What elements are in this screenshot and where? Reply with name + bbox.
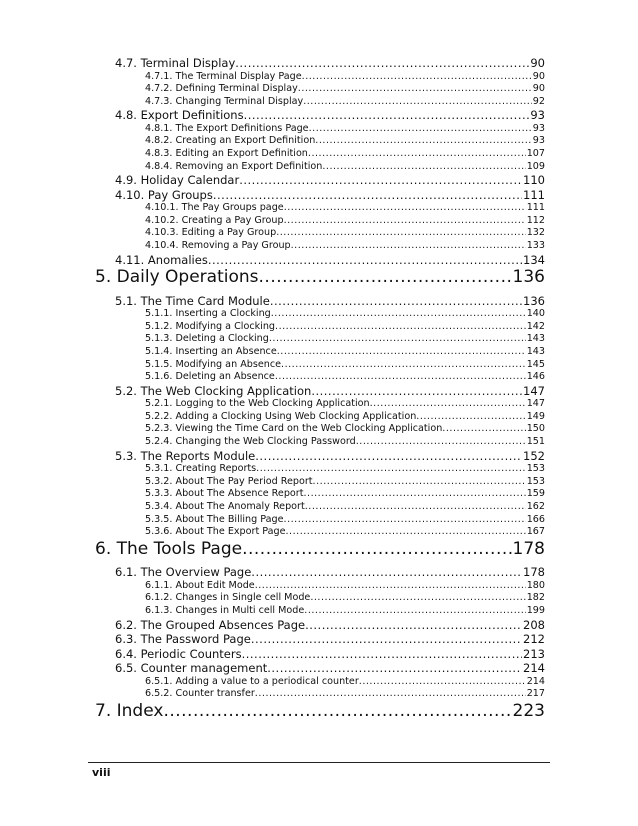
toc-entry-title: 5.1.5. Modifying an Absence: [145, 358, 282, 370]
toc-entry-page: 178: [523, 565, 545, 580]
dot-leader: [281, 359, 526, 370]
toc-subsection[interactable]: [95, 676, 545, 687]
toc-entry-title: 4.10.1. The Pay Groups page: [145, 202, 284, 214]
dot-leader: [275, 321, 526, 332]
toc-entry-title: 5.1. The Time Card Module: [115, 293, 270, 308]
toc-section[interactable]: [95, 661, 545, 675]
dot-leader: [255, 688, 526, 699]
toc-entry-title: 5.1.3. Deleting a Clocking: [145, 333, 269, 345]
toc-entry-page: 147: [523, 383, 545, 398]
dot-leader: [291, 240, 526, 251]
dot-leader: [284, 202, 526, 213]
toc-entry-page: 134: [523, 252, 545, 267]
dot-leader: [302, 71, 532, 82]
toc-subsection[interactable]: [95, 580, 545, 591]
toc-entry-title: 4.8.1. The Export Definitions Page: [145, 122, 309, 134]
dot-leader: [308, 148, 526, 159]
dot-leader: [284, 514, 526, 525]
toc-entry-title: 5.1.1. Inserting a Clocking: [145, 308, 271, 320]
toc-entry-title: 5.1.4. Inserting an Absence: [145, 345, 277, 357]
dot-leader: [276, 227, 526, 238]
toc-entry-page: 109: [526, 160, 545, 172]
toc-subsection[interactable]: [95, 135, 545, 146]
dot-leader: [239, 173, 522, 187]
dot-leader: [315, 135, 531, 146]
toc-entry-title: 6. The Tools Page: [95, 538, 243, 559]
toc-entry-page: 214: [523, 661, 545, 675]
toc-entry-page: 217: [526, 688, 545, 700]
toc-entry-page: 136: [523, 293, 545, 308]
toc-entry-title: 4.8.2. Creating an Export Definition: [145, 135, 316, 147]
dot-leader: [313, 476, 526, 487]
dot-leader: [269, 333, 526, 344]
toc-entry-title: 5. Daily Operations: [95, 267, 259, 288]
dot-leader: [208, 253, 522, 267]
dot-leader: [277, 346, 526, 357]
toc-section[interactable]: [95, 618, 545, 632]
toc-entry-page: 93: [530, 108, 545, 123]
toc-entry-page: 90: [532, 70, 545, 82]
toc-subsection[interactable]: [95, 346, 545, 357]
toc-entry-title: 4.10. Pay Groups: [115, 187, 213, 202]
toc-subsection[interactable]: [95, 411, 545, 422]
toc-entry-page: 110: [523, 173, 545, 188]
toc-entry-title: 5.3.6. About The Export Page: [145, 526, 286, 538]
footer-divider: [88, 762, 550, 763]
dot-leader: [163, 701, 511, 721]
dot-leader: [305, 618, 522, 632]
toc-entry-title: 4.10.4. Removing a Pay Group: [145, 240, 291, 251]
dot-leader: [442, 423, 525, 434]
dot-leader: [259, 267, 512, 287]
dot-leader: [310, 592, 525, 603]
toc-subsection[interactable]: [95, 227, 545, 238]
toc-entry-title: 5.2. The Web Clocking Application: [115, 383, 312, 398]
toc-entry-page: 180: [526, 579, 545, 591]
toc-entry-title: 4.7.2. Defining Terminal Display: [145, 83, 298, 95]
toc-entry-page: 145: [526, 358, 545, 370]
toc-entry-page: 111: [523, 187, 545, 202]
toc-section[interactable]: [95, 647, 545, 661]
toc-entry-page: 153: [526, 463, 545, 475]
toc-entry-page: 92: [532, 95, 545, 107]
toc-entry-page: 150: [526, 423, 545, 435]
toc-subsection[interactable]: [95, 148, 545, 159]
toc-entry-title: 4.7.3. Changing Terminal Display: [145, 95, 304, 107]
toc-entry-page: 208: [523, 617, 545, 632]
toc-entry-title: 6.1.3. Changes in Multi cell Mode: [145, 604, 305, 616]
toc-entry-page: 214: [526, 675, 545, 687]
toc-entry-page: 112: [526, 214, 545, 226]
toc-subsection[interactable]: [95, 308, 545, 319]
toc-entry-page: 199: [526, 604, 545, 616]
toc-entry-page: 136: [512, 267, 545, 288]
toc-entry-title: 4.11. Anomalies: [115, 252, 208, 267]
dot-leader: [416, 411, 525, 422]
toc-entry-title: 5.2.2. Adding a Clocking Using Web Clocking Application: [145, 410, 417, 422]
toc-section[interactable]: [95, 384, 545, 398]
toc-entry-title: 5.1.2. Modifying a Clocking: [145, 320, 276, 332]
toc-entry-page: 132: [526, 227, 545, 239]
toc-entry-title: 7. Index: [95, 700, 164, 721]
toc-entry-page: 212: [523, 632, 545, 646]
toc-entry-title: 6.2. The Grouped Absences Page: [115, 617, 306, 632]
dot-leader: [359, 676, 526, 687]
toc-section[interactable]: [95, 294, 545, 308]
toc-entry-title: 5.3.2. About The Pay Period Report: [145, 475, 313, 487]
toc-entry-title: 6.5.1. Adding a value to a periodical counter: [145, 675, 359, 687]
toc-subsection[interactable]: [95, 161, 545, 172]
toc-subsection[interactable]: [95, 398, 545, 409]
dot-leader: [255, 580, 526, 591]
toc-entry-page: 166: [526, 513, 545, 525]
toc-entry-title: 6.4. Periodic Counters: [115, 646, 242, 661]
dot-leader: [284, 215, 526, 226]
toc-entry-title: 5.2.1. Logging to the Web Clocking Application: [145, 398, 370, 410]
toc-subsection[interactable]: [95, 371, 545, 382]
toc-entry-page: 159: [526, 488, 545, 500]
toc-entry-page: 149: [526, 410, 545, 422]
toc-entry-page: 133: [526, 240, 545, 251]
toc-chapter[interactable]: [95, 701, 545, 721]
toc-entry-title: 4.9. Holiday Calendar: [115, 173, 240, 188]
toc-section[interactable]: [95, 173, 545, 187]
dot-leader: [311, 384, 522, 398]
dot-leader: [322, 161, 525, 172]
toc-entry-page: 143: [526, 333, 545, 345]
toc-section[interactable]: [95, 632, 545, 646]
toc-subsection[interactable]: [95, 526, 545, 537]
toc-entry-title: 6.5.2. Counter transfer: [145, 688, 255, 700]
toc-entry-title: 5.2.3. Viewing the Time Card on the Web Clocking Application: [145, 423, 443, 435]
toc-subsection[interactable]: [95, 71, 545, 82]
toc-entry-page: 153: [526, 475, 545, 487]
toc-subsection[interactable]: [95, 96, 545, 107]
dot-leader: [244, 108, 530, 122]
dot-leader: [303, 488, 525, 499]
toc-subsection[interactable]: [95, 202, 545, 213]
toc-entry-title: 4.7.1. The Terminal Display Page: [145, 70, 302, 82]
dot-leader: [298, 83, 532, 94]
dot-leader: [213, 188, 522, 202]
dot-leader: [370, 398, 526, 409]
toc-entry-title: 6.1.2. Changes in Single cell Mode: [145, 592, 311, 604]
toc-chapter[interactable]: [95, 267, 545, 287]
toc-subsection[interactable]: [95, 592, 545, 603]
toc-entry-title: 4.8. Export Definitions: [115, 108, 244, 123]
toc-entry-page: 213: [523, 646, 545, 661]
dot-leader: [304, 605, 525, 616]
toc-entry-title: 4.7. Terminal Display: [115, 56, 236, 70]
dot-leader: [309, 123, 532, 134]
toc-subsection[interactable]: [95, 83, 545, 94]
dot-leader: [305, 501, 526, 512]
page-number: viii: [92, 766, 111, 779]
dot-leader: [251, 565, 522, 579]
toc-entry-title: 5.3.4. About The Anomaly Report: [145, 500, 305, 512]
toc-entry-title: 6.1.1. About Edit Mode: [145, 579, 255, 591]
toc-subsection[interactable]: [95, 333, 545, 344]
toc-entry-page: 152: [523, 448, 545, 463]
toc-subsection[interactable]: [95, 463, 545, 474]
toc-entry-page: 146: [526, 371, 545, 383]
toc-entry-title: 5.1.6. Deleting an Absence: [145, 371, 275, 383]
toc-entry-page: 140: [526, 308, 545, 320]
toc-section[interactable]: [95, 449, 545, 463]
toc-entry-title: 6.1. The Overview Page: [115, 565, 252, 580]
toc-entry-page: 107: [526, 148, 545, 159]
toc-entry-page: 162: [526, 500, 545, 512]
dot-leader: [242, 647, 522, 661]
toc-entry-title: 6.3. The Password Page: [115, 632, 251, 646]
toc-section[interactable]: [95, 253, 545, 267]
toc-entry-title: 4.8.4. Removing an Export Definition: [145, 160, 323, 172]
toc-chapter[interactable]: [95, 539, 545, 559]
dot-leader: [356, 436, 526, 447]
toc-entry-title: 5.3.1. Creating Reports: [145, 463, 257, 475]
dot-leader: [251, 632, 522, 646]
toc-subsection[interactable]: [95, 514, 545, 525]
toc-subsection[interactable]: [95, 321, 545, 332]
toc-entry-page: 167: [526, 526, 545, 538]
toc-subsection[interactable]: [95, 123, 545, 134]
dot-leader: [303, 96, 532, 107]
toc-entry-page: 151: [526, 436, 545, 447]
toc-entry-page: 142: [526, 320, 545, 332]
toc-entry-page: 111: [526, 202, 545, 214]
toc-entry-page: 182: [526, 592, 545, 604]
dot-leader: [270, 294, 522, 308]
toc-subsection[interactable]: [95, 423, 545, 434]
toc-subsection[interactable]: [95, 436, 545, 447]
toc-section[interactable]: [95, 56, 545, 70]
toc-entry-title: 4.10.2. Creating a Pay Group: [145, 214, 284, 226]
toc-entry-title: 4.8.3. Editing an Export Definition: [145, 148, 308, 159]
dot-leader: [286, 526, 526, 537]
dot-leader: [256, 463, 526, 474]
toc-entry-title: 5.3.5. About The Billing Page: [145, 513, 284, 525]
toc-subsection[interactable]: [95, 359, 545, 370]
toc-subsection[interactable]: [95, 501, 545, 512]
toc-section[interactable]: [95, 188, 545, 202]
toc-entry-title: 6.5. Counter management: [115, 661, 268, 675]
dot-leader: [255, 449, 522, 463]
toc-section[interactable]: [95, 108, 545, 122]
toc-entry-page: 93: [532, 122, 545, 134]
dot-leader: [235, 56, 529, 70]
toc-entry-page: 223: [512, 700, 545, 721]
toc-entry-title: 5.3. The Reports Module: [115, 448, 256, 463]
toc-entry-page: 147: [526, 398, 545, 410]
toc-subsection[interactable]: [95, 488, 545, 499]
toc-entry-title: 4.10.3. Editing a Pay Group: [145, 227, 277, 239]
toc-entry-page: 143: [526, 345, 545, 357]
toc-subsection[interactable]: [95, 476, 545, 487]
toc-entry-title: 5.2.4. Changing the Web Clocking Password: [145, 436, 356, 447]
toc-entry-page: 90: [530, 56, 545, 70]
dot-leader: [271, 308, 526, 319]
dot-leader: [242, 539, 511, 559]
toc-subsection[interactable]: [95, 605, 545, 616]
toc-entry-page: 178: [512, 538, 545, 559]
dot-leader: [267, 661, 522, 675]
toc-subsection[interactable]: [95, 215, 545, 226]
toc-subsection[interactable]: [95, 688, 545, 699]
toc-entry-page: 93: [532, 135, 545, 147]
dot-leader: [275, 371, 526, 382]
toc-entry-page: 90: [532, 83, 545, 95]
toc-section[interactable]: [95, 565, 545, 579]
toc-subsection[interactable]: [95, 240, 545, 251]
toc-entry-title: 5.3.3. About The Absence Report: [145, 488, 304, 500]
